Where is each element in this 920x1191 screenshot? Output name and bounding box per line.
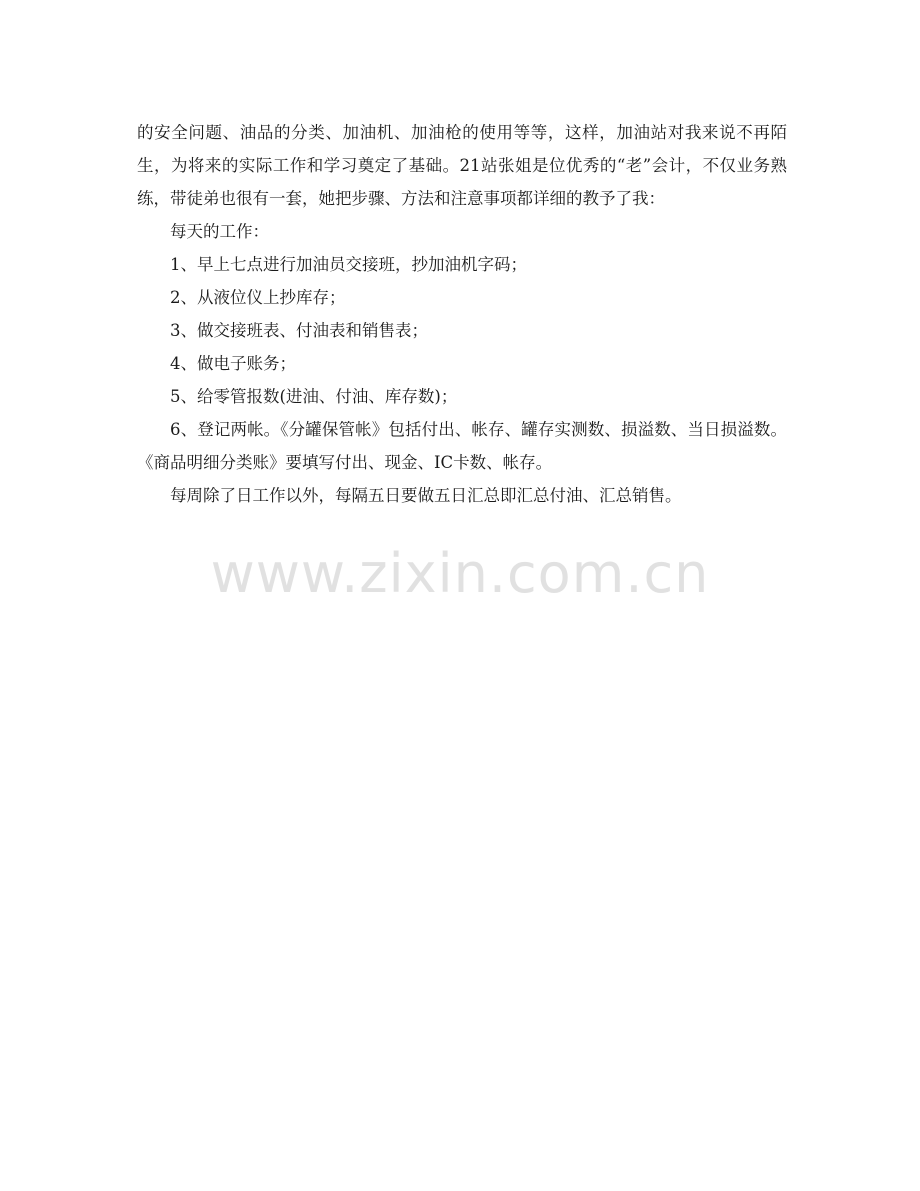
list-item-1: 1、早上七点进行加油员交接班，抄加油机字码； <box>170 255 527 274</box>
list-item-6: 6、登记两帐。《分罐保管帐》包括付出、帐存、罐存实测数、损溢数、当日损溢数。《商品明细分类账》要填写付出、现金、IC卡数、帐存。 <box>137 420 787 472</box>
list-item-2: 2、从液位仪上抄库存； <box>170 288 346 307</box>
list-item-3: 3、做交接班表、付油表和销售表； <box>170 321 428 340</box>
document-body <box>137 116 787 512</box>
watermark: www.zixin.com.cn <box>210 542 710 605</box>
paragraph-daily-work-heading: 每天的工作： <box>170 222 269 241</box>
paragraph-intro: 的安全问题、油品的分类、加油机、加油枪的使用等等，这样，加油站对我来说不再陌生，为将来的实际工作和学习奠定了基础。21站张姐是位优秀的“老”会计，不仅业务熟练，带徒弟也很有一套，她把步骤、方法和注意事项都详细的教予了我： <box>137 123 787 208</box>
list-item-5: 5、给零管报数(进油、付油、库存数)； <box>170 387 458 406</box>
list-item-4: 4、做电子账务； <box>170 354 296 373</box>
paragraph-weekly-work: 每周除了日工作以外，每隔五日要做五日汇总即汇总付油、汇总销售。 <box>170 486 682 505</box>
